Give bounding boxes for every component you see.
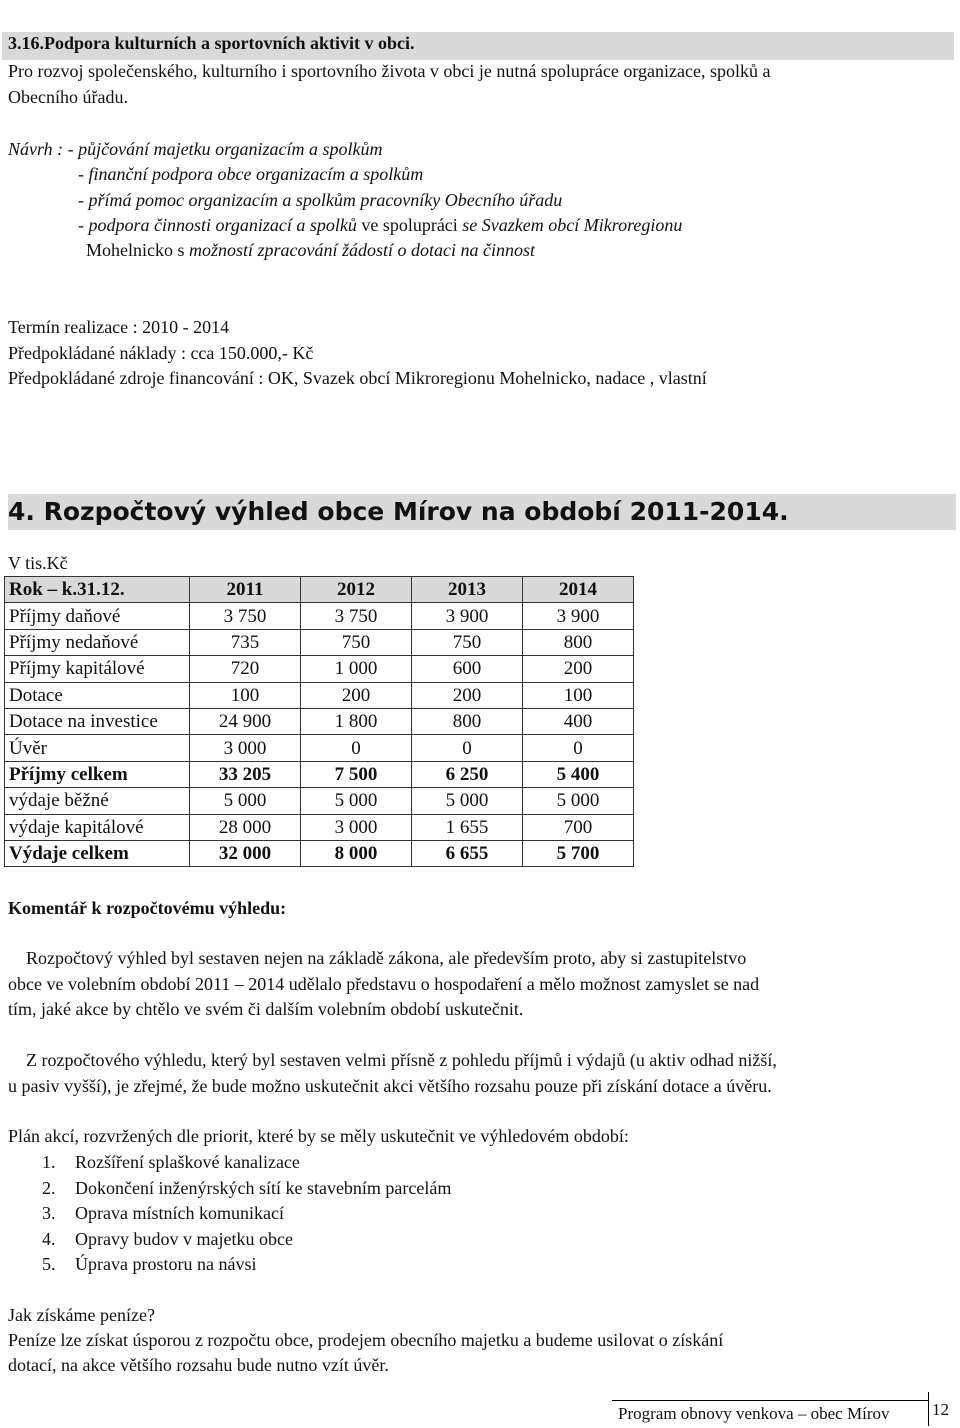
intro-line-1: Pro rozvoj společenského, kulturního i sportovního života v obci je nutná spolupráce organizace, spolků a — [8, 61, 771, 81]
table-row — [5, 629, 634, 655]
table-cell: 400 — [523, 708, 634, 734]
list-item — [42, 1252, 451, 1278]
list-item-text: Oprava místních komunikací — [75, 1203, 284, 1223]
table-cell: 3 000 — [190, 735, 301, 761]
budget-table — [4, 576, 634, 867]
question: Jak získáme peníze? — [8, 1305, 155, 1325]
table-row — [5, 656, 634, 682]
answer-line-2: dotací, na akce většího rozsahu bude nutno vzít úvěr. — [8, 1355, 389, 1375]
comment-p1-line-3: tím, jaké akce by chtělo ve svém či dalším volebním období uskutečnit. — [8, 999, 524, 1019]
table-cell: 7 500 — [301, 761, 412, 787]
list-item-number: 3. — [42, 1203, 56, 1223]
list-item-number: 4. — [42, 1228, 56, 1249]
table-row — [5, 603, 634, 629]
page-number-rule — [928, 1392, 929, 1426]
proposal-line-5a: Mohelnicko s — [86, 240, 189, 260]
table-cell: 0 — [412, 735, 523, 761]
list-item-text: Opravy budov v majetku obce — [75, 1228, 293, 1249]
table-row — [5, 761, 634, 787]
realization-term: Termín realizace : 2010 - 2014 — [8, 317, 230, 337]
table-cell: 735 — [190, 629, 301, 655]
proposal-line-4c: se Svazkem obcí Mikroregionu — [462, 215, 683, 235]
table-row — [5, 814, 634, 840]
table-row — [5, 735, 634, 761]
row-label: výdaje kapitálové — [5, 814, 190, 840]
budget-heading-text: 4. Rozpočtový výhled obce Mírov na období 2011-2014. — [8, 497, 789, 526]
table-cell: 8 000 — [301, 840, 412, 866]
expected-costs: Předpokládané náklady : cca 150.000,- Kč — [8, 343, 314, 363]
table-cell: 6 250 — [412, 761, 523, 787]
row-label: Dotace — [5, 682, 190, 708]
intro-line-2: Obecního úřadu. — [8, 87, 128, 107]
proposal-line-5b: možností zpracování žádostí o dotaci na činnost — [189, 240, 535, 260]
comment-p1-line-1: Rozpočtový výhled byl sestaven nejen na základě zákona, ale především proto, aby si zastupitelstvo — [26, 948, 747, 968]
row-label: Úvěr — [5, 735, 190, 761]
list-item — [42, 1176, 451, 1202]
table-cell: 200 — [523, 656, 634, 682]
row-label: Příjmy celkem — [5, 761, 190, 787]
table-cell: 6 655 — [412, 840, 523, 866]
table-cell: 5 000 — [523, 788, 634, 814]
table-cell: 600 — [412, 656, 523, 682]
table-header-cell: 2013 — [412, 577, 523, 603]
row-label: Příjmy nedaňové — [5, 629, 190, 655]
table-cell: 0 — [523, 735, 634, 761]
list-item-text: Úprava prostoru na návsi — [75, 1254, 257, 1274]
page-number: 12 — [932, 1400, 949, 1419]
plan-list — [42, 1150, 451, 1278]
footer-rule — [612, 1400, 928, 1401]
comment-heading: Komentář k rozpočtovému výhledu: — [8, 898, 287, 918]
table-cell: 750 — [301, 629, 412, 655]
table-header-row — [5, 577, 634, 603]
comment-p2-line-2: u pasiv vyšší), je zřejmé, že bude možno uskutečnit akci většího rozsahu pouze při získání dotace a úvěru. — [8, 1076, 772, 1096]
footer-text: Program obnovy venkova – obec Mírov — [618, 1404, 890, 1423]
proposal-line-4a: - podpora činnosti organizací a spolků — [78, 215, 357, 235]
row-label: Výdaje celkem — [5, 840, 190, 866]
row-label: Příjmy daňové — [5, 603, 190, 629]
proposal-line-2: - finanční podpora obce organizacím a spolkům — [78, 164, 424, 184]
budget-heading — [8, 494, 956, 530]
table-cell: 200 — [412, 682, 523, 708]
list-item — [42, 1201, 451, 1227]
proposal-line-3: - přímá pomoc organizacím a spolkům pracovníky Obecního úřadu — [78, 190, 563, 210]
table-row — [5, 682, 634, 708]
plan-intro: Plán akcí, rozvržených dle priorit, které by se měly uskutečnit ve výhledovém období: — [8, 1126, 629, 1146]
table-cell: 3 900 — [523, 603, 634, 629]
table-row — [5, 840, 634, 866]
table-cell: 24 900 — [190, 708, 301, 734]
row-label: výdaje běžné — [5, 788, 190, 814]
table-cell: 200 — [301, 682, 412, 708]
table-cell: 5 000 — [301, 788, 412, 814]
table-row — [5, 788, 634, 814]
table-cell: 5 700 — [523, 840, 634, 866]
proposal-line-4 — [78, 215, 682, 236]
table-cell: 100 — [190, 682, 301, 708]
table-cell: 5 000 — [190, 788, 301, 814]
table-cell: 3 900 — [412, 603, 523, 629]
table-cell: 5 000 — [412, 788, 523, 814]
list-item-number: 2. — [42, 1177, 56, 1198]
table-header-cell: 2014 — [523, 577, 634, 603]
proposal-line-1: Návrh : - půjčování majetku organizacím a spolkům — [8, 139, 383, 159]
table-cell: 32 000 — [190, 840, 301, 866]
proposal-line-5 — [86, 240, 535, 261]
list-item — [42, 1227, 451, 1253]
list-item-number: 1. — [42, 1152, 56, 1172]
section-heading: 3.16.Podpora kulturních a sportovních aktivit v obci. — [8, 33, 415, 53]
table-cell: 1 000 — [301, 656, 412, 682]
table-cell: 1 800 — [301, 708, 412, 734]
table-cell: 750 — [412, 629, 523, 655]
funding-sources: Předpokládané zdroje financování : OK, Svazek obcí Mikroregionu Mohelnicko, nadace , vlastní — [8, 368, 707, 388]
table-cell: 0 — [301, 735, 412, 761]
list-item — [42, 1150, 451, 1176]
list-item-text: Dokončení inženýrských sítí ke stavebním parcelám — [75, 1177, 452, 1198]
table-cell: 3 750 — [301, 603, 412, 629]
comment-p1-line-2: obce ve volebním období 2011 – 2014 udělalo představu o hospodaření a mělo možnost zamyslet se nad — [8, 974, 760, 994]
list-item-text: Rozšíření splaškové kanalizace — [75, 1152, 300, 1172]
table-cell: 33 205 — [190, 761, 301, 787]
table-header-cell: 2011 — [190, 577, 301, 603]
table-cell: 1 655 — [412, 814, 523, 840]
comment-p2-line-1: Z rozpočtového výhledu, který byl sestaven velmi přísně z pohledu příjmů i výdajů (u aktiv odhad nižší, — [26, 1050, 777, 1070]
table-header-cell: Rok – k.31.12. — [5, 577, 190, 603]
row-label: Dotace na investice — [5, 708, 190, 734]
table-cell: 700 — [523, 814, 634, 840]
table-cell: 800 — [412, 708, 523, 734]
table-cell: 100 — [523, 682, 634, 708]
table-cell: 3 750 — [190, 603, 301, 629]
table-header-cell: 2012 — [301, 577, 412, 603]
row-label: Příjmy kapitálové — [5, 656, 190, 682]
budget-unit: V tis.Kč — [8, 553, 68, 573]
table-cell: 720 — [190, 656, 301, 682]
answer-line-1: Peníze lze získat úsporou z rozpočtu obce, prodejem obecního majetku a budeme usilovat o získání — [8, 1330, 724, 1350]
proposal-line-4b: ve spolupráci — [356, 215, 463, 235]
list-item-number: 5. — [42, 1254, 56, 1274]
table-cell: 28 000 — [190, 814, 301, 840]
table-row — [5, 708, 634, 734]
table-cell: 5 400 — [523, 761, 634, 787]
table-cell: 3 000 — [301, 814, 412, 840]
table-cell: 800 — [523, 629, 634, 655]
